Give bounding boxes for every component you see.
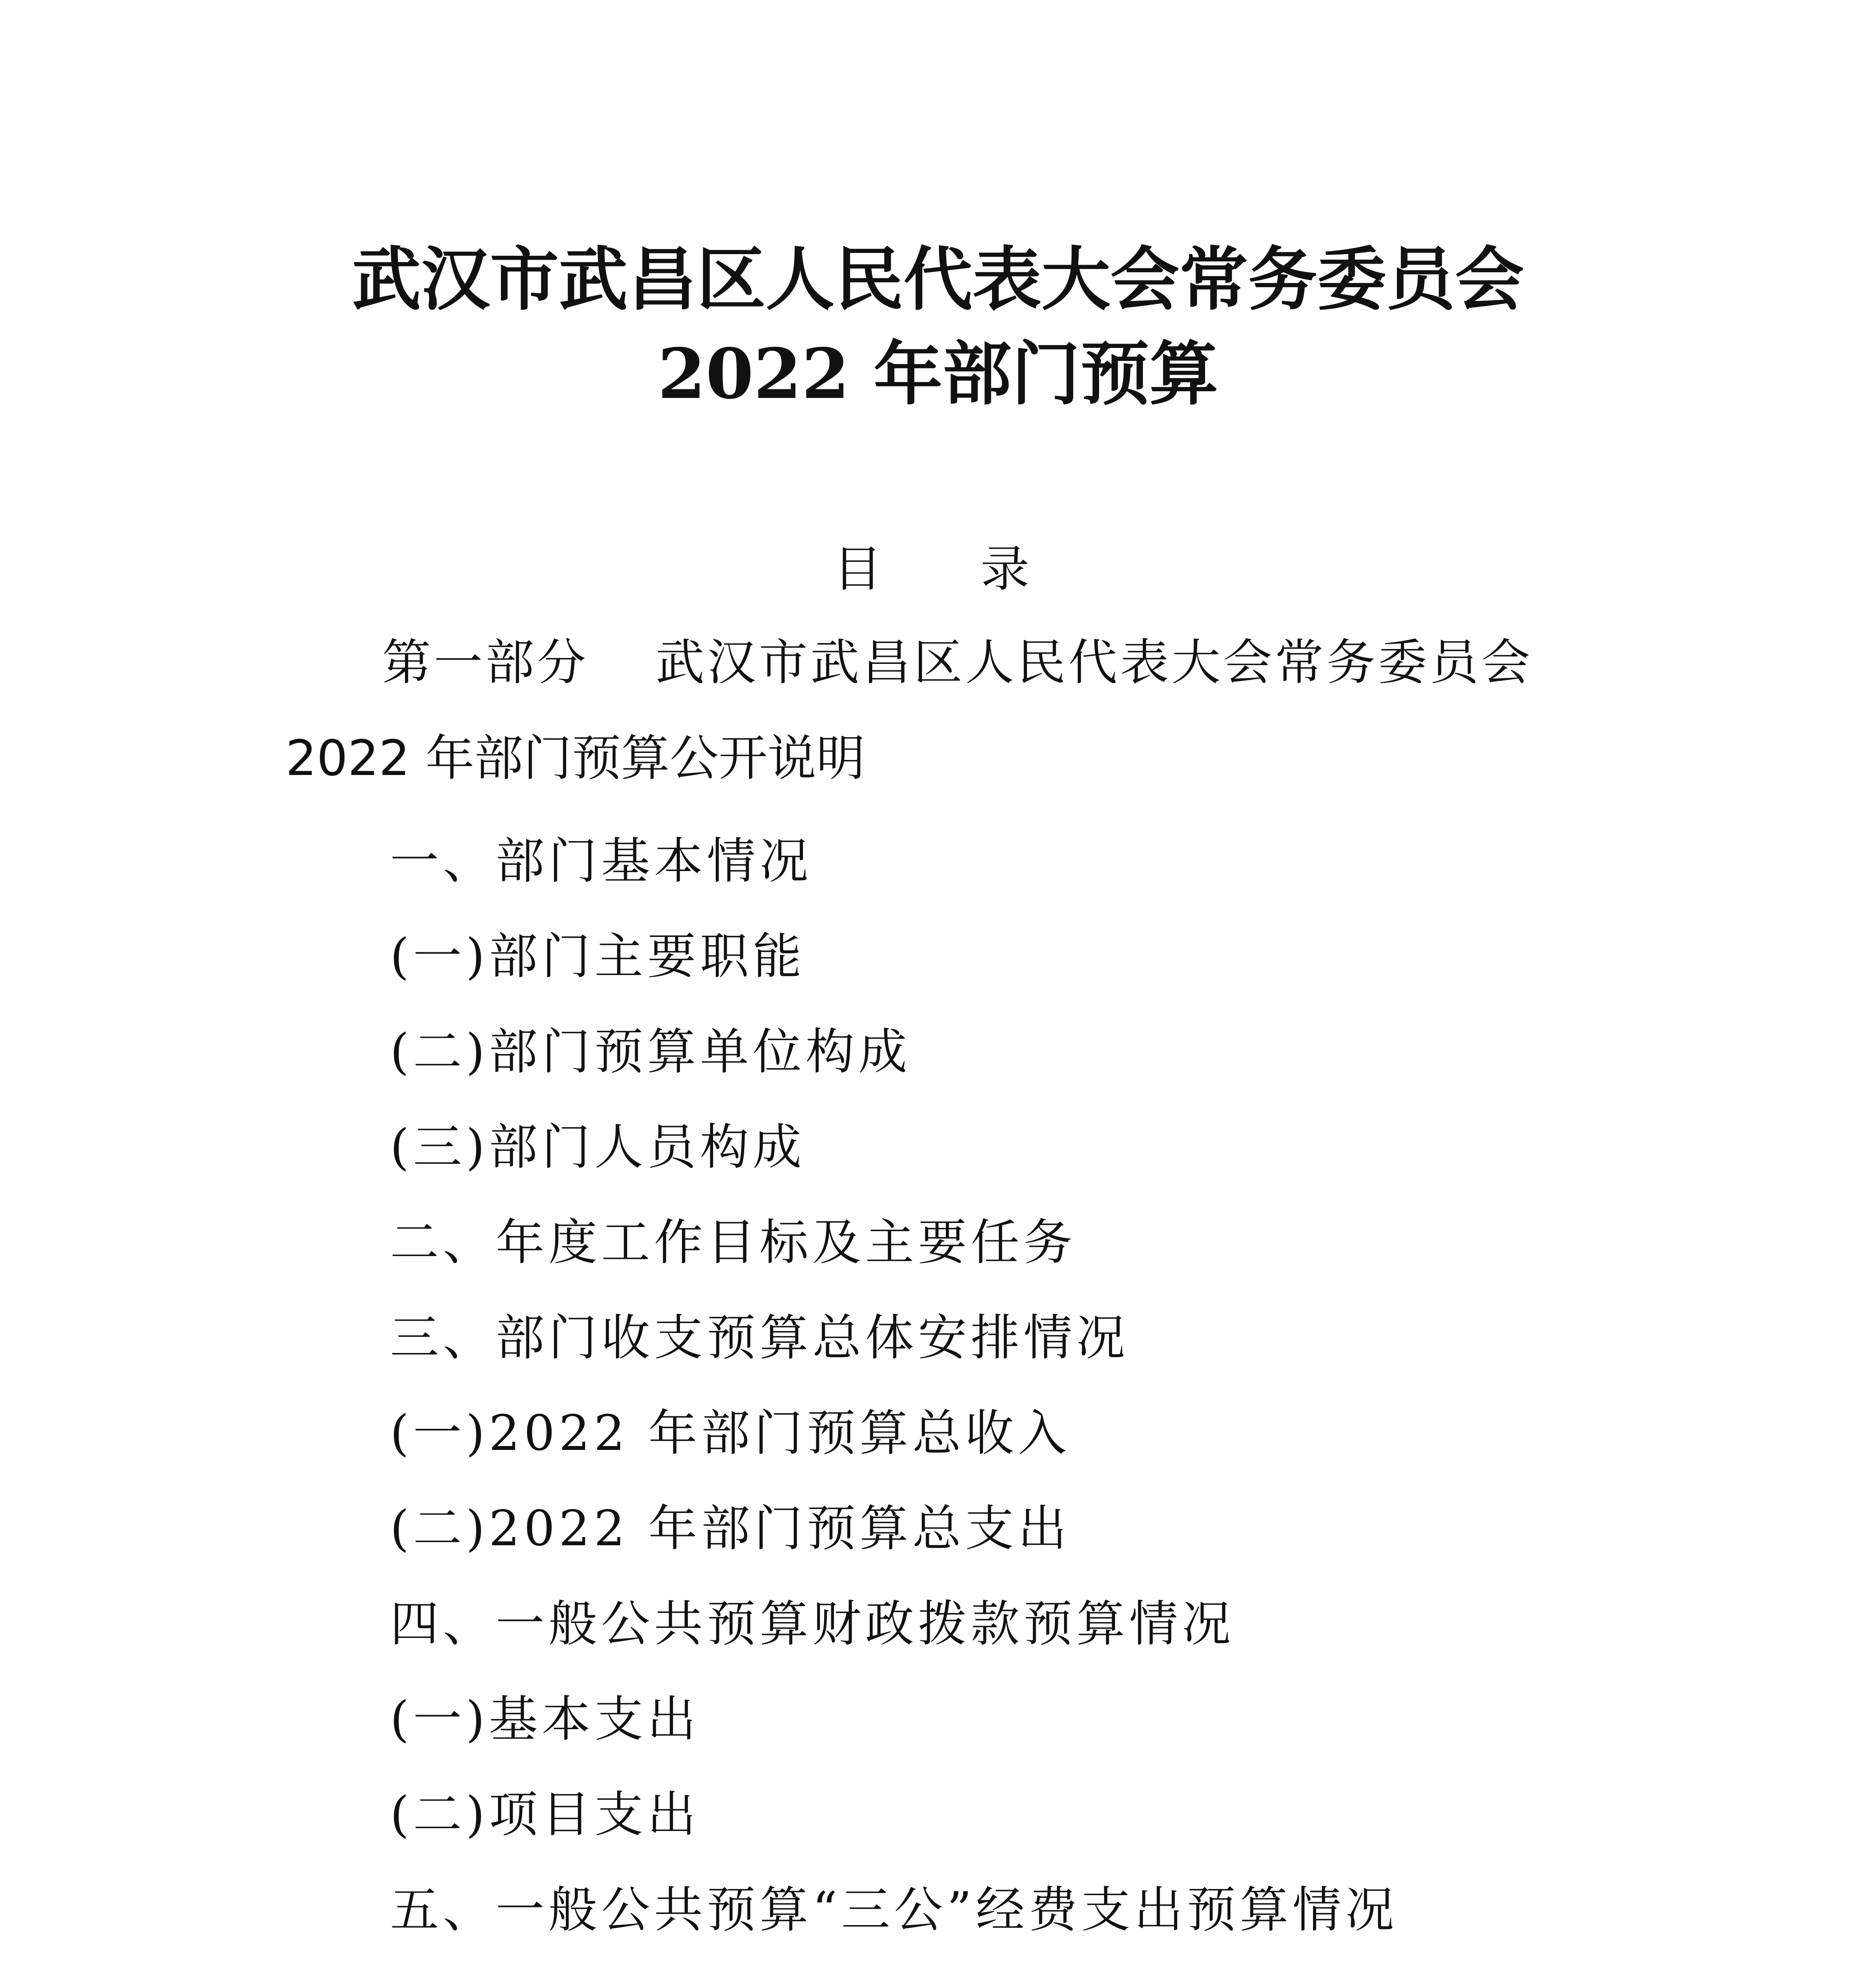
toc-item: 一、部门基本情况 [390,833,813,890]
toc-item [390,1958,1398,1970]
toc-list [390,814,1398,1970]
toc-item: (二)部门预算单位构成 [390,1024,911,1080]
part1-heading [382,627,1533,698]
part1-label: 第一部分 [382,634,589,691]
toc-item: (一)基本支出 [390,1691,700,1748]
document-title-line-2: 2022 年部门预算 [658,334,1218,414]
toc-item: 三、部门收支预算总体安排情况 [390,1310,1129,1366]
toc-item: (二)2022 年部门预算总支出 [390,1500,1071,1557]
toc-item: (二)项目支出 [390,1786,700,1843]
part1-title: 武汉市武昌区人民代表大会常务委员会 [656,634,1533,691]
toc-item: 二、年度工作目标及主要任务 [390,1214,1077,1271]
toc-heading: 目录 [833,541,1128,598]
part1-title-continuation: 2022 年部门预算公开说明 [286,730,865,787]
toc-item: (三)部门人员构成 [390,1119,806,1176]
toc-item: 五、一般公共预算“三公”经费支出预算情况 [390,1882,1398,1938]
toc-item: 四、一般公共预算财政拨款预算情况 [390,1596,1235,1652]
toc-item: (一)部门主要职能 [390,928,806,985]
toc-item: (一)2022 年部门预算总收入 [390,1405,1071,1462]
document-title-line-1: 武汉市武昌区人民代表大会常务委员会 [352,239,1524,320]
